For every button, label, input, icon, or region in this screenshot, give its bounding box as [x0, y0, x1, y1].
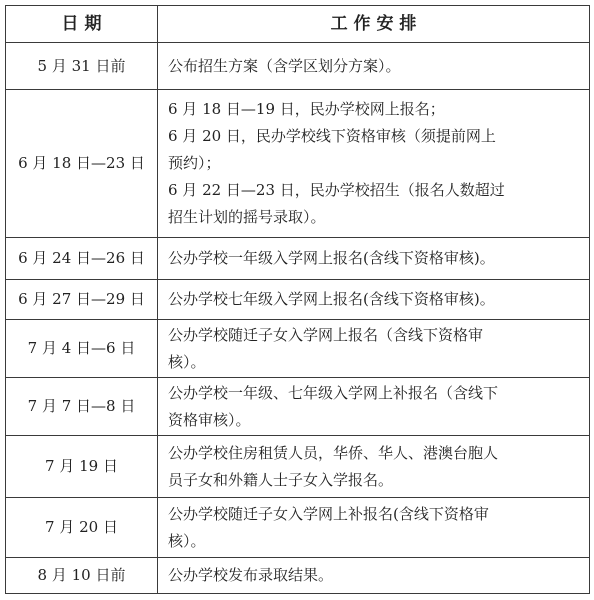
work-line: 公办学校七年级入学网上报名(含线下资格审核)。 — [168, 290, 495, 308]
table-header-row — [6, 6, 590, 43]
row-date: 7 月 19 日 — [6, 436, 158, 498]
row-work — [158, 90, 590, 238]
row-work — [158, 320, 590, 378]
work-line: 6 月 18 日—19 日，民办学校网上报名； — [168, 100, 445, 118]
work-line: 核）。 — [168, 531, 206, 550]
work-line: 公布招生方案（含学区划分方案）。 — [168, 56, 401, 75]
row-work — [158, 43, 590, 90]
table-row — [6, 498, 590, 558]
table-row — [6, 558, 590, 594]
work-line: 资格审核）。 — [168, 410, 251, 429]
table-row — [6, 378, 590, 436]
enrollment-schedule-table — [5, 5, 590, 594]
row-date: 7 月 7 日—8 日 — [6, 378, 158, 436]
work-line: 公办学校随迁子女入学网上报名（含线下资格审 — [168, 325, 484, 344]
row-date: 7 月 20 日 — [6, 498, 158, 558]
row-date: 6 月 24 日—26 日 — [6, 238, 158, 280]
table-row — [6, 280, 590, 320]
work-line: 6 月 20 日，民办学校线下资格审核（须提前网上 — [168, 127, 496, 145]
work-line: 员子女和外籍人士子女入学报名。 — [168, 470, 394, 489]
table-row — [6, 436, 590, 498]
work-line: 招生计划的摇号录取）。 — [168, 208, 326, 226]
row-work — [158, 558, 590, 594]
row-work — [158, 280, 590, 320]
row-date: 8 月 10 日前 — [6, 558, 158, 594]
row-date: 7 月 4 日—6 日 — [6, 320, 158, 378]
row-date: 5 月 31 日前 — [6, 43, 158, 90]
work-line: 公办学校发布录取结果。 — [168, 566, 334, 584]
work-line: 预约）； — [168, 154, 221, 172]
row-work — [158, 238, 590, 280]
row-work — [158, 498, 590, 558]
table-row — [6, 90, 590, 238]
work-line: 6 月 22 日—23 日，民办学校招生（报名人数超过 — [168, 181, 505, 199]
work-line: 公办学校住房租赁人员，华侨、华人、港澳台胞人 — [168, 443, 499, 462]
work-line: 公办学校一年级入学网上报名(含线下资格审核)。 — [168, 249, 495, 267]
row-work — [158, 436, 590, 498]
row-work — [158, 378, 590, 436]
date-column-header: 日 期 — [6, 6, 158, 43]
work-line: 公办学校随迁子女入学网上补报名(含线下资格审 — [168, 504, 489, 523]
row-date: 6 月 27 日—29 日 — [6, 280, 158, 320]
row-date: 6 月 18 日—23 日 — [6, 90, 158, 238]
table-row — [6, 238, 590, 280]
work-line: 核）。 — [168, 352, 206, 371]
schedule-document — [5, 5, 589, 597]
work-line: 公办学校一年级、七年级入学网上补报名（含线下 — [168, 383, 499, 402]
table-row — [6, 43, 590, 90]
table-row — [6, 320, 590, 378]
work-column-header: 工 作 安 排 — [158, 6, 590, 43]
